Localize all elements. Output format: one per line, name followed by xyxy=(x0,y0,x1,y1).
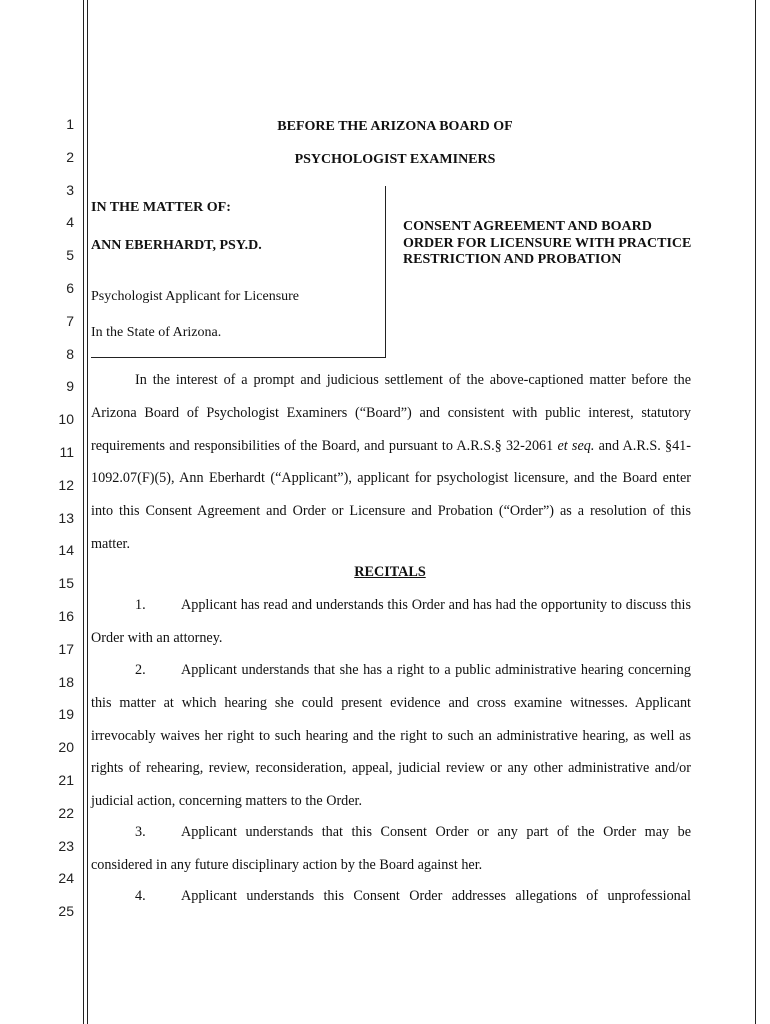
line-number: 3 xyxy=(66,182,74,198)
line-number: 24 xyxy=(58,870,74,886)
caption-divider-horizontal xyxy=(91,357,385,358)
recitals-heading: RECITALS xyxy=(354,564,426,580)
line-number: 23 xyxy=(58,838,74,854)
recital-number: 1. xyxy=(135,597,146,613)
line-number: 1 xyxy=(66,116,74,132)
margin-rule-left-inner xyxy=(87,0,88,1024)
recital-number: 3. xyxy=(135,824,146,840)
board-title-line-1: BEFORE THE ARIZONA BOARD OF xyxy=(277,119,513,134)
line-number: 12 xyxy=(58,477,74,493)
line-number: 5 xyxy=(66,247,74,263)
line-number: 22 xyxy=(58,805,74,821)
line-number: 10 xyxy=(58,411,74,427)
line-number: 14 xyxy=(58,542,74,558)
line-number: 19 xyxy=(58,706,74,722)
line-number: 21 xyxy=(58,772,74,788)
line-number: 9 xyxy=(66,378,74,394)
in-the-matter-heading: IN THE MATTER OF: xyxy=(91,200,231,215)
line-number: 17 xyxy=(58,641,74,657)
recital-4 xyxy=(91,880,691,913)
respondent-name: ANN EBERHARDT, PSY.D. xyxy=(91,238,262,253)
line-number: 7 xyxy=(66,313,74,329)
intro-paragraph xyxy=(91,364,691,561)
margin-rule-right xyxy=(755,0,756,1024)
line-number: 15 xyxy=(58,575,74,591)
intro-text-part-1: In the interest of a prompt and judicious settlement of the above-captioned matter before the Arizona Board of Psychologist Examiners (“Board”) and consistent with public interest, statutory requirements and responsibilities of the Board, and pursuant to A.R.S.§ 32-2061 xyxy=(91,372,691,454)
recital-number: 2. xyxy=(135,662,146,678)
et-seq-italic: et seq. xyxy=(557,437,595,454)
recital-text: Applicant understands that she has a right to a public administrative hearing concerning this matter at which hearing she could present evidence and cross examine witnesses. Applicant irrevocably waives her right to such hearing and the right to such an administrative hearing, as well as rights of rehearing, review, reconsideration, appeal, judicial review or any other administrative and/or judicial action, concerning matters to the Order. xyxy=(91,662,691,810)
applicant-status: Psychologist Applicant for Licensure xyxy=(91,289,300,304)
line-number: 16 xyxy=(58,608,74,624)
line-number: 4 xyxy=(66,214,74,230)
line-number: 6 xyxy=(66,280,74,296)
applicant-state: In the State of Arizona. xyxy=(91,325,222,340)
line-number: 18 xyxy=(58,674,74,690)
recital-number: 4. xyxy=(135,888,146,904)
document-title: CONSENT AGREEMENT AND BOARD ORDER FOR LICENSURE WITH PRACTICE RESTRICTION AND PROBATION xyxy=(403,219,692,267)
line-number: 25 xyxy=(58,903,74,919)
recital-1 xyxy=(91,589,691,655)
line-number: 20 xyxy=(58,739,74,755)
recital-text: Applicant understands this Consent Order addresses allegations of unprofessional xyxy=(181,888,691,904)
line-number: 13 xyxy=(58,510,74,526)
intro-text-part-2: and A.R.S. §41-1092.07(F)(5), Ann Eberhardt (“Applicant”), applicant for psychologist licensure, and the Board enter into this Consent Agreement and Order or Licensure and Probation (“Order”) as a resolution of this matter. xyxy=(91,437,691,552)
recital-2 xyxy=(91,654,691,818)
board-title-line-2: PSYCHOLOGIST EXAMINERS xyxy=(294,152,496,167)
margin-rule-left-outer xyxy=(83,0,84,1024)
recital-3 xyxy=(91,816,691,882)
line-number: 2 xyxy=(66,149,74,165)
line-number: 11 xyxy=(59,444,74,460)
recital-text: Applicant has read and understands this Order and has had the opportunity to discuss this Order with an attorney. xyxy=(91,597,691,646)
recital-text: Applicant understands that this Consent Order or any part of the Order may be considered in any future disciplinary action by the Board against her. xyxy=(91,824,691,873)
line-number: 8 xyxy=(66,346,74,362)
caption-divider-vertical xyxy=(385,186,386,358)
